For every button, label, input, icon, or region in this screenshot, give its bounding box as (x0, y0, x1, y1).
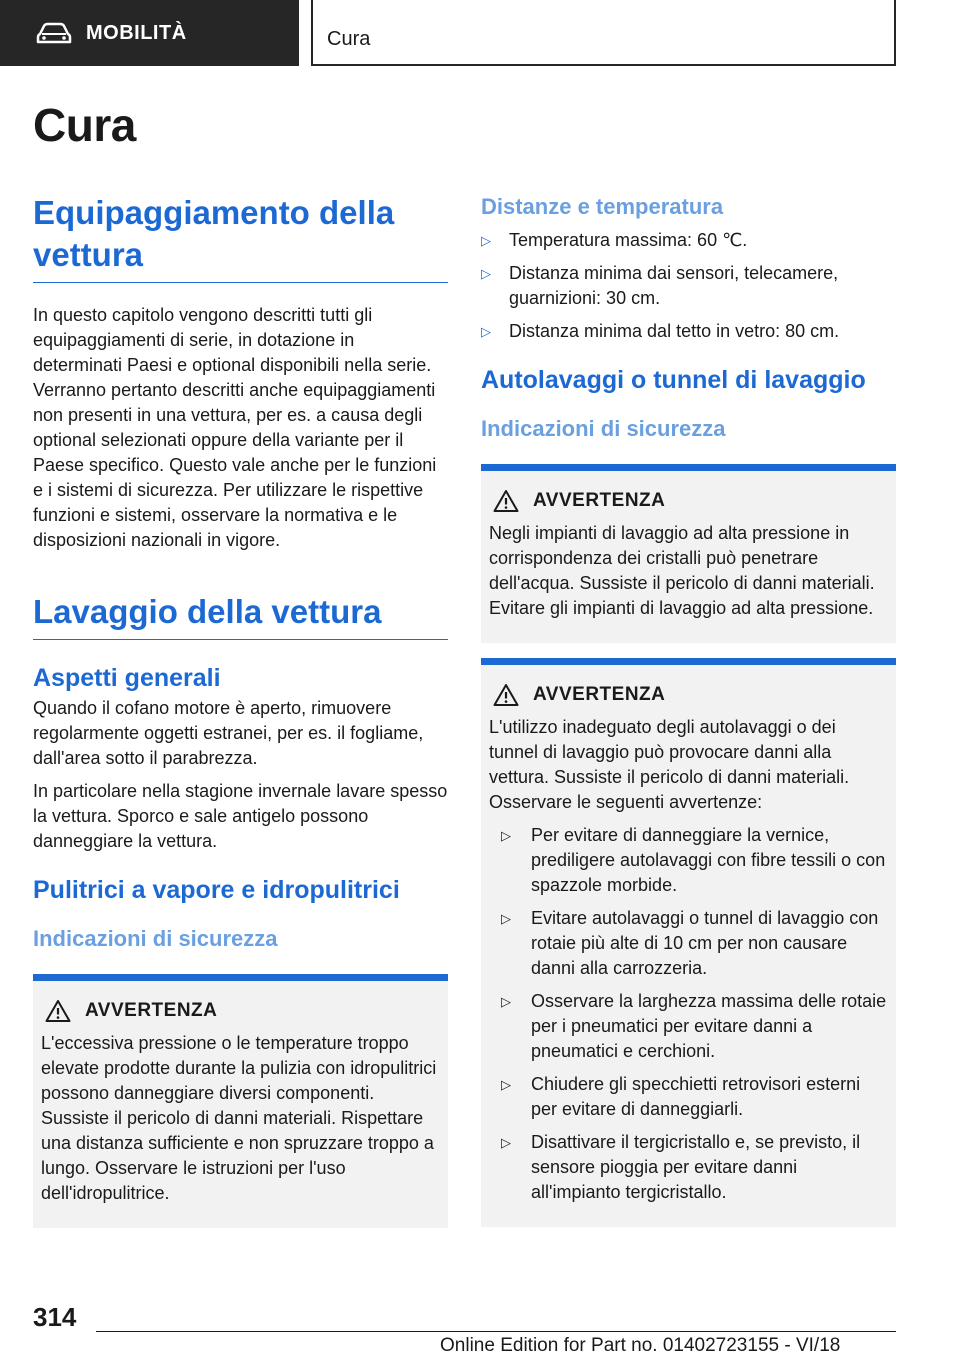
heading-safety-left: Indicazioni di sicurezza (33, 926, 278, 951)
warning-title: AVVERTENZA (533, 490, 666, 511)
page-number: 314 (33, 1302, 77, 1332)
list-item-text: Evitare autolavaggi o tunnel di lavaggio con rotaie più alte di 10 cm per non causare danni alla carrozzeria. (531, 908, 879, 978)
warning-title: AVVERTENZA (533, 684, 666, 705)
section-label: MOBILITÀ (86, 21, 187, 44)
bullet-triangle-icon: ▷ (501, 1077, 511, 1092)
list-item (501, 823, 888, 898)
right-column (481, 192, 896, 1227)
footer-divider (96, 1331, 896, 1332)
general-paragraph-1: Quando il cofano motore è aperto, rimuovere regolarmente oggetti estranei, per es. il fogliame, dall'area sotto il parabrezza. (33, 698, 424, 768)
left-column (33, 192, 448, 1228)
section-tab[interactable] (0, 0, 299, 66)
distances-list (481, 228, 896, 344)
list-item-text: Chiudere gli specchietti retrovisori esterni per evitare di danneggiarli. (531, 1074, 861, 1119)
list-item-text: Osservare la larghezza massima delle rotaie per i pneumatici per evitare danni a pneumatici e cerchioni. (531, 991, 887, 1061)
warning-box-2 (481, 658, 896, 1227)
list-item-text: Distanza minima dai sensori, telecamere, guarnizioni: 30 cm. (509, 263, 839, 308)
warning-text: L'eccessiva pressione o le temperature troppo elevate prodotte durante la pulizia con idropulitrici possono danneggiare diversi componenti. Sussiste il pericolo di danni materiali. Rispettare una distanza sufficiente e non spruzzare troppo a lungo. Osservare le istruzioni per l'uso dell'idropulitrice. (41, 1033, 437, 1203)
warning-header (493, 489, 888, 513)
heading-car-wash: Lavaggio della vettura (33, 591, 448, 640)
warning-text: Negli impianti di lavaggio ad alta pressione in corrispondenza dei cristalli può penetrare dell'acqua. Sussiste il pericolo di danni materiali. Evitare gli impianti di lavaggio ad alta pressione. (489, 523, 875, 618)
bullet-triangle-icon: ▷ (501, 828, 511, 843)
edition-note: Online Edition for Part no. 01402723155 - VI/18 (440, 1335, 841, 1356)
page-title: Cura (33, 99, 136, 151)
warning-title: AVVERTENZA (85, 1000, 218, 1021)
list-item (501, 1072, 888, 1122)
chapter-tab[interactable]: Cura (311, 0, 896, 66)
heading-safety-right: Indicazioni di sicurezza (481, 416, 726, 441)
list-item-text: Distanza minima dal tetto in vetro: 80 cm. (509, 321, 840, 341)
bullet-triangle-icon: ▷ (501, 911, 511, 926)
bullet-triangle-icon: ▷ (481, 233, 491, 248)
warning-text: L'utilizzo inadeguato degli autolavaggi o dei tunnel di lavaggio può provocare danni alla vettura. Sussiste il pericolo di danni materiali. Osservare le seguenti avvertenze: (489, 717, 850, 812)
bullet-triangle-icon: ▷ (481, 324, 491, 339)
warning-box-1 (481, 464, 896, 643)
heading-general: Aspetti generali (33, 664, 221, 692)
list-item (481, 319, 896, 344)
warning-triangle-icon (493, 489, 519, 513)
warning-header (45, 999, 440, 1023)
list-item (501, 906, 888, 981)
list-item (481, 261, 896, 311)
warning-list (489, 823, 888, 1205)
warning-triangle-icon (493, 683, 519, 707)
list-item (481, 228, 896, 253)
list-item (501, 1130, 888, 1205)
list-item-text: Per evitare di danneggiare la vernice, prediligere autolavaggi con fibre tessili o con spazzole morbide. (531, 825, 886, 895)
heading-steam-cleaners: Pulitrici a vapore e idropulitrici (33, 876, 400, 904)
heading-car-wash-tunnels: Autolavaggi o tunnel di lavaggio (481, 366, 866, 394)
list-item (501, 989, 888, 1064)
warning-box (33, 974, 448, 1228)
warning-triangle-icon (45, 999, 71, 1023)
list-item-text: Disattivare il tergicristallo e, se previsto, il sensore pioggia per evitare danni all'impianto tergicristallo. (531, 1132, 861, 1202)
equipment-paragraph: In questo capitolo vengono descritti tutti gli equipaggiamenti di serie, in dotazione in determinati Paesi e optional disponibili nella serie. Verranno pertanto descritti anche equipaggiamenti non presenti in una vettura, per es. a causa degli optional selezionati oppure della variante per il Paese specifico. Questo vale anche per le funzioni e i sistemi di sicurezza. Per utilizzare le rispettive funzioni e sistemi, osservare la normativa e le disposizioni nazionali in vigore. (33, 305, 437, 550)
heading-equipment: Equipaggiamento della vettura (33, 192, 448, 283)
warning-header (493, 683, 888, 707)
bullet-triangle-icon: ▷ (501, 994, 511, 1009)
bullet-triangle-icon: ▷ (481, 266, 491, 281)
list-item-text: Temperatura massima: 60 ℃. (509, 230, 748, 250)
bullet-triangle-icon: ▷ (501, 1135, 511, 1150)
car-icon (36, 22, 72, 44)
heading-distances: Distanze e temperatura (481, 194, 724, 219)
general-paragraph-2: In particolare nella stagione invernale lavare spesso la vettura. Sporco e sale antigelo possono danneggiare la vettura. (33, 781, 448, 851)
